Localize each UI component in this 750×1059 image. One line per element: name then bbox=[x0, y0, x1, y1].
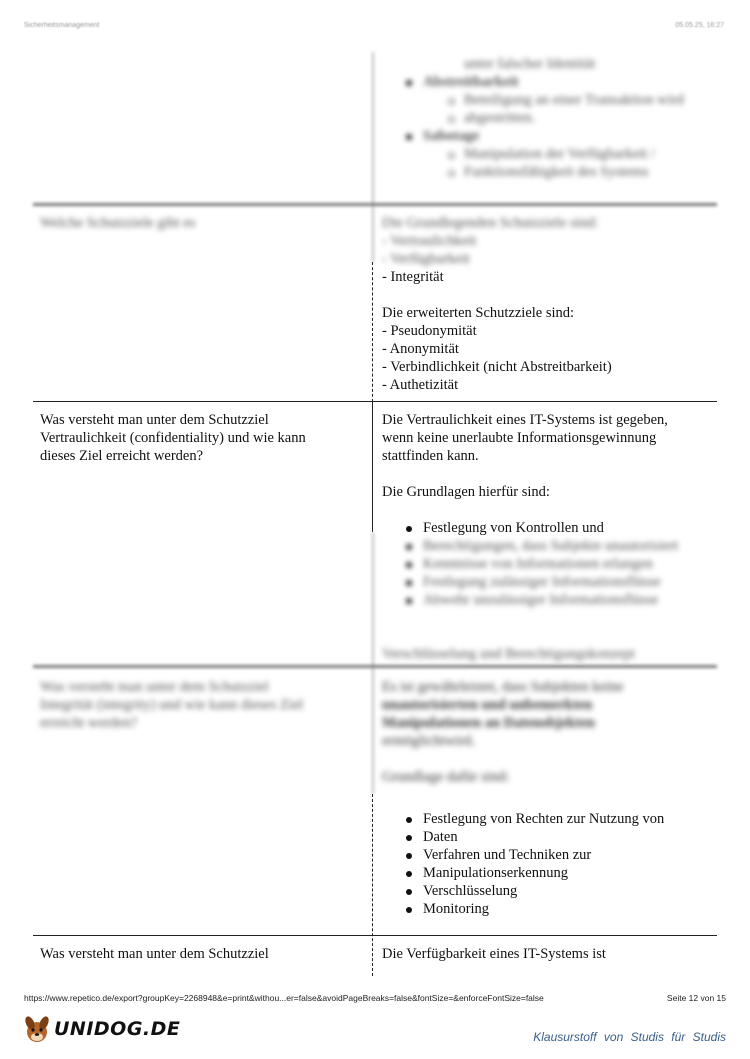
dog-mascot-icon bbox=[22, 1013, 52, 1045]
question-cell bbox=[40, 411, 360, 465]
answer-line: Es ist gewährleistet, dass Subjekten keine bbox=[382, 679, 624, 695]
answer-line: wenn keine unerlaubte Informationsgewinnung bbox=[382, 430, 657, 446]
list-item-continuation: Funktionsfähigkeit des Systems bbox=[382, 163, 717, 181]
column-divider bbox=[372, 52, 374, 262]
list-item: Sabotage bbox=[382, 127, 717, 145]
row-divider bbox=[33, 935, 717, 936]
unidog-logo bbox=[22, 1012, 180, 1046]
row-divider bbox=[33, 203, 717, 206]
answer-line: - Integrität bbox=[382, 269, 444, 285]
list-item-continuation: abgestritten. bbox=[382, 109, 717, 127]
list-item: Festlegung zulässiger Informationsflüsse bbox=[382, 573, 717, 591]
list-item: Verschlüsselung bbox=[382, 882, 717, 900]
column-divider bbox=[372, 402, 373, 532]
answer-line: - Pseudonymität bbox=[382, 323, 477, 339]
answer-line: Die Grundlagen hierfür sind: bbox=[382, 484, 550, 500]
question-line: dieses Ziel erreicht werden? bbox=[40, 448, 204, 464]
doc-header-title: Sicherheitsmanagement bbox=[24, 22, 100, 29]
list-item: Abstreitbarkeit bbox=[382, 73, 717, 91]
answer-line: Manipulationen an Datenobjekten bbox=[382, 715, 595, 731]
question-cell bbox=[40, 678, 360, 732]
list-item: Verfahren und Techniken zur bbox=[382, 846, 717, 864]
answer-line: - Authetizität bbox=[382, 377, 459, 393]
row-divider bbox=[33, 665, 717, 668]
question-cell: Welche Schutzziele gibt es bbox=[40, 215, 196, 231]
column-divider bbox=[372, 532, 374, 794]
answer-line: - Vertraulichkeit bbox=[382, 233, 477, 249]
answer-line: ermöglichtwird. bbox=[382, 733, 476, 749]
answer-line: Grundlage dafür sind: bbox=[382, 769, 510, 785]
answer-line: unter falscher Identität bbox=[464, 56, 596, 72]
answer-line: Die Grundlegenden Schutzziele sind: bbox=[382, 215, 599, 231]
answer-cell bbox=[382, 55, 717, 181]
list-item: Manipulation der Verfügbarkeit / bbox=[382, 145, 717, 163]
answer-line: - Verfügbarkeit bbox=[382, 251, 470, 267]
logo-wordmark: UNIDOG.DE bbox=[54, 1018, 181, 1040]
question-cell: Was versteht man unter dem Schutzziel bbox=[40, 946, 269, 962]
page-number: Seite 12 von 15 bbox=[666, 993, 726, 1003]
answer-line: Die Vertraulichkeit eines IT-Systems ist gegeben, bbox=[382, 412, 668, 428]
answer-line: Verschlüsselung und Berechtigungskonzept bbox=[382, 646, 635, 662]
question-line: Was versteht man unter dem Schutzziel bbox=[40, 679, 269, 695]
list-item-continuation: Daten bbox=[382, 828, 717, 846]
column-divider-dashed bbox=[372, 794, 373, 976]
list-item: Festlegung von Rechten zur Nutzung von bbox=[382, 810, 717, 828]
list-item: Beteiligung an einer Transaktion wird bbox=[382, 91, 717, 109]
answer-line: - Anonymität bbox=[382, 341, 459, 357]
spacer bbox=[382, 286, 717, 304]
answer-line: Die erweiterten Schutzziele sind: bbox=[382, 305, 575, 321]
answer-line: unautorisierten und unbemerkten bbox=[382, 697, 593, 713]
answer-cell bbox=[382, 411, 717, 663]
doc-header-date: 05.05.25, 16:27 bbox=[675, 22, 724, 29]
question-line: erreicht werden? bbox=[40, 715, 138, 731]
row-divider bbox=[33, 401, 717, 402]
list-item-continuation: Berechtigungen, dass Subjekte unautorisiert bbox=[382, 537, 717, 555]
answer-cell: Die Verfügbarkeit eines IT-Systems ist bbox=[382, 946, 606, 962]
export-url: https://www.repetico.de/export?groupKey=2268948&e=print&withou...er=false&avoidPageBreaks=false&fontSize=&enforceFontSize=false bbox=[24, 993, 544, 1003]
list-item-continuation: Kenntnisse von Informationen erlangen bbox=[382, 555, 717, 573]
list-item: Festlegung von Kontrollen und bbox=[382, 519, 717, 537]
list-item: Monitoring bbox=[382, 900, 717, 918]
answer-line: - Verbindlichkeit (nicht Abstreitbarkeit) bbox=[382, 359, 612, 375]
answer-line: stattfinden kann. bbox=[382, 448, 479, 464]
list-item: Abwehr unzulässiger Informationsflüsse bbox=[382, 591, 717, 609]
column-divider-dashed bbox=[372, 262, 373, 402]
question-line: Was versteht man unter dem Schutzziel bbox=[40, 412, 269, 428]
answer-cell bbox=[382, 214, 717, 394]
question-line: Vertraulichkeit (confidentiality) und wie kann bbox=[40, 430, 306, 446]
question-line: Integrität (integrity) und wie kann dieses Ziel bbox=[40, 697, 304, 713]
answer-cell bbox=[382, 678, 717, 918]
tagline: Klausurstoff von Studis für Studis bbox=[533, 1030, 726, 1044]
list-item-continuation: Manipulationserkennung bbox=[382, 864, 717, 882]
